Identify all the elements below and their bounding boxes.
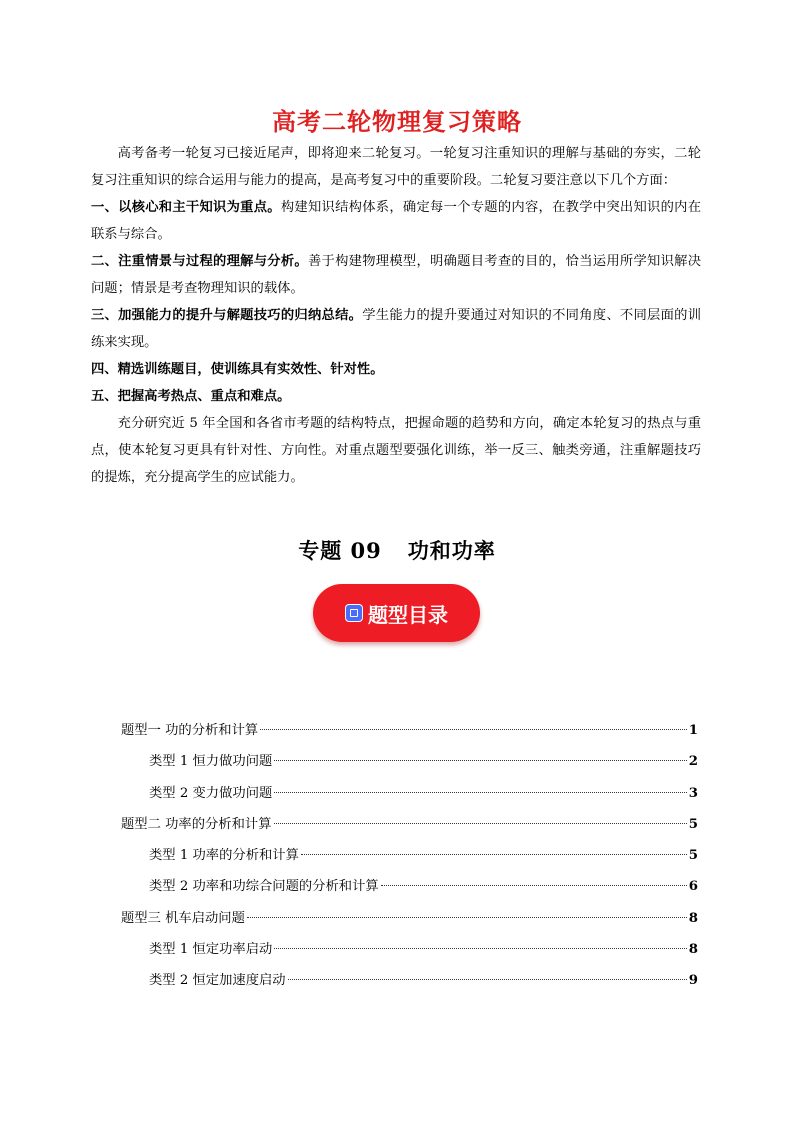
toc-entry-page: 8 <box>688 942 698 958</box>
table-of-contents <box>121 719 698 1001</box>
list-icon <box>345 604 363 622</box>
toc-entry-label: 题型三 机车启动问题 <box>121 910 245 926</box>
intro-section <box>91 140 701 491</box>
main-title: 高考二轮物理复习策略 <box>272 108 522 136</box>
toc-entry-label: 类型 2 功率和功综合问题的分析和计算 <box>149 879 379 895</box>
toc-leader <box>381 885 687 886</box>
intro-paragraph: 高考备考一轮复习已接近尾声，即将迎来二轮复习。一轮复习注重知识的理解与基础的夯实，二轮复习注重知识的综合运用与能力的提高，是高考复习中的重要阶段。二轮复习要注意以下几个方面： <box>91 146 701 188</box>
toc-leader <box>274 792 686 793</box>
point-2 <box>91 248 701 302</box>
point-heading: 五、把握高考热点、重点和难点。 <box>91 389 291 404</box>
toc-leader <box>274 823 687 824</box>
point-1 <box>91 194 701 248</box>
topic-title <box>0 535 794 565</box>
closing-paragraph: 充分研究近 5 年全国和各省市考题的结构特点，把握命题的趋势和方向，确定本轮复习的热点与重点，使本轮复习更具有针对性、方向性。对重点题型要强化训练，举一反三、触类旁通，注重解题技巧的提炼，充分提高学生的应试能力。 <box>91 416 701 485</box>
toc-badge-label: 题型目录 <box>368 602 448 627</box>
toc-entry-label: 类型 2 变力做功问题 <box>149 785 273 801</box>
toc-entry-page: 8 <box>688 910 698 926</box>
toc-entry-page: 2 <box>688 754 698 770</box>
point-text: 学生能力的提升要通过对知识的不同角度、不同层面的训练来实现。 <box>91 308 702 350</box>
toc-entry[interactable] <box>121 719 698 750</box>
toc-entry[interactable] <box>121 844 698 875</box>
toc-leader <box>274 948 686 949</box>
point-heading: 二、注重情景与过程的理解与分析。 <box>91 254 308 269</box>
toc-badge <box>313 584 480 642</box>
toc-entry[interactable] <box>121 969 698 1000</box>
toc-leader <box>301 854 687 855</box>
point-heading: 三、加强能力的提升与解题技巧的归纳总结。 <box>91 308 363 323</box>
toc-entry-label: 类型 1 恒定功率启动 <box>149 942 273 958</box>
toc-leader <box>274 760 686 761</box>
toc-entry[interactable] <box>121 907 698 938</box>
point-text: 构建知识结构体系，确定每一个专题的内容，在教学中突出知识的内在联系与综合。 <box>91 200 702 242</box>
point-heading: 一、以核心和主干知识为重点。 <box>91 200 281 215</box>
point-text: 善于构建物理模型，明确题目考查的目的，恰当运用所学知识解决问题；情景是考查物理知识的载体。 <box>91 254 702 296</box>
toc-leader <box>260 729 687 730</box>
toc-entry-label: 题型一 功的分析和计算 <box>121 723 259 738</box>
toc-entry-page: 9 <box>688 973 698 989</box>
toc-entry[interactable] <box>121 813 698 844</box>
toc-entry-label: 题型二 功率的分析和计算 <box>121 816 272 832</box>
toc-entry-page: 6 <box>688 879 698 895</box>
toc-entry[interactable] <box>121 782 698 813</box>
toc-entry-label: 类型 1 功率的分析和计算 <box>149 848 299 864</box>
toc-entry-page: 1 <box>688 723 698 738</box>
toc-entry-label: 类型 1 恒力做功问题 <box>149 754 273 770</box>
toc-entry[interactable] <box>121 875 698 906</box>
toc-entry-label: 类型 2 恒定加速度启动 <box>149 973 286 989</box>
point-3 <box>91 302 701 356</box>
toc-leader <box>288 979 687 980</box>
toc-entry-page: 5 <box>688 816 698 832</box>
point-4 <box>91 356 701 383</box>
point-5 <box>91 383 701 410</box>
toc-entry[interactable] <box>121 750 698 781</box>
toc-leader <box>247 917 687 918</box>
toc-entry-page: 5 <box>688 848 698 864</box>
topic-number: 专题 09 <box>298 538 382 563</box>
toc-entry-page: 3 <box>688 785 698 801</box>
toc-entry[interactable] <box>121 938 698 969</box>
topic-name: 功和功率 <box>407 538 496 563</box>
point-heading: 四、精选训练题目，使训练具有实效性、针对性。 <box>91 362 384 377</box>
